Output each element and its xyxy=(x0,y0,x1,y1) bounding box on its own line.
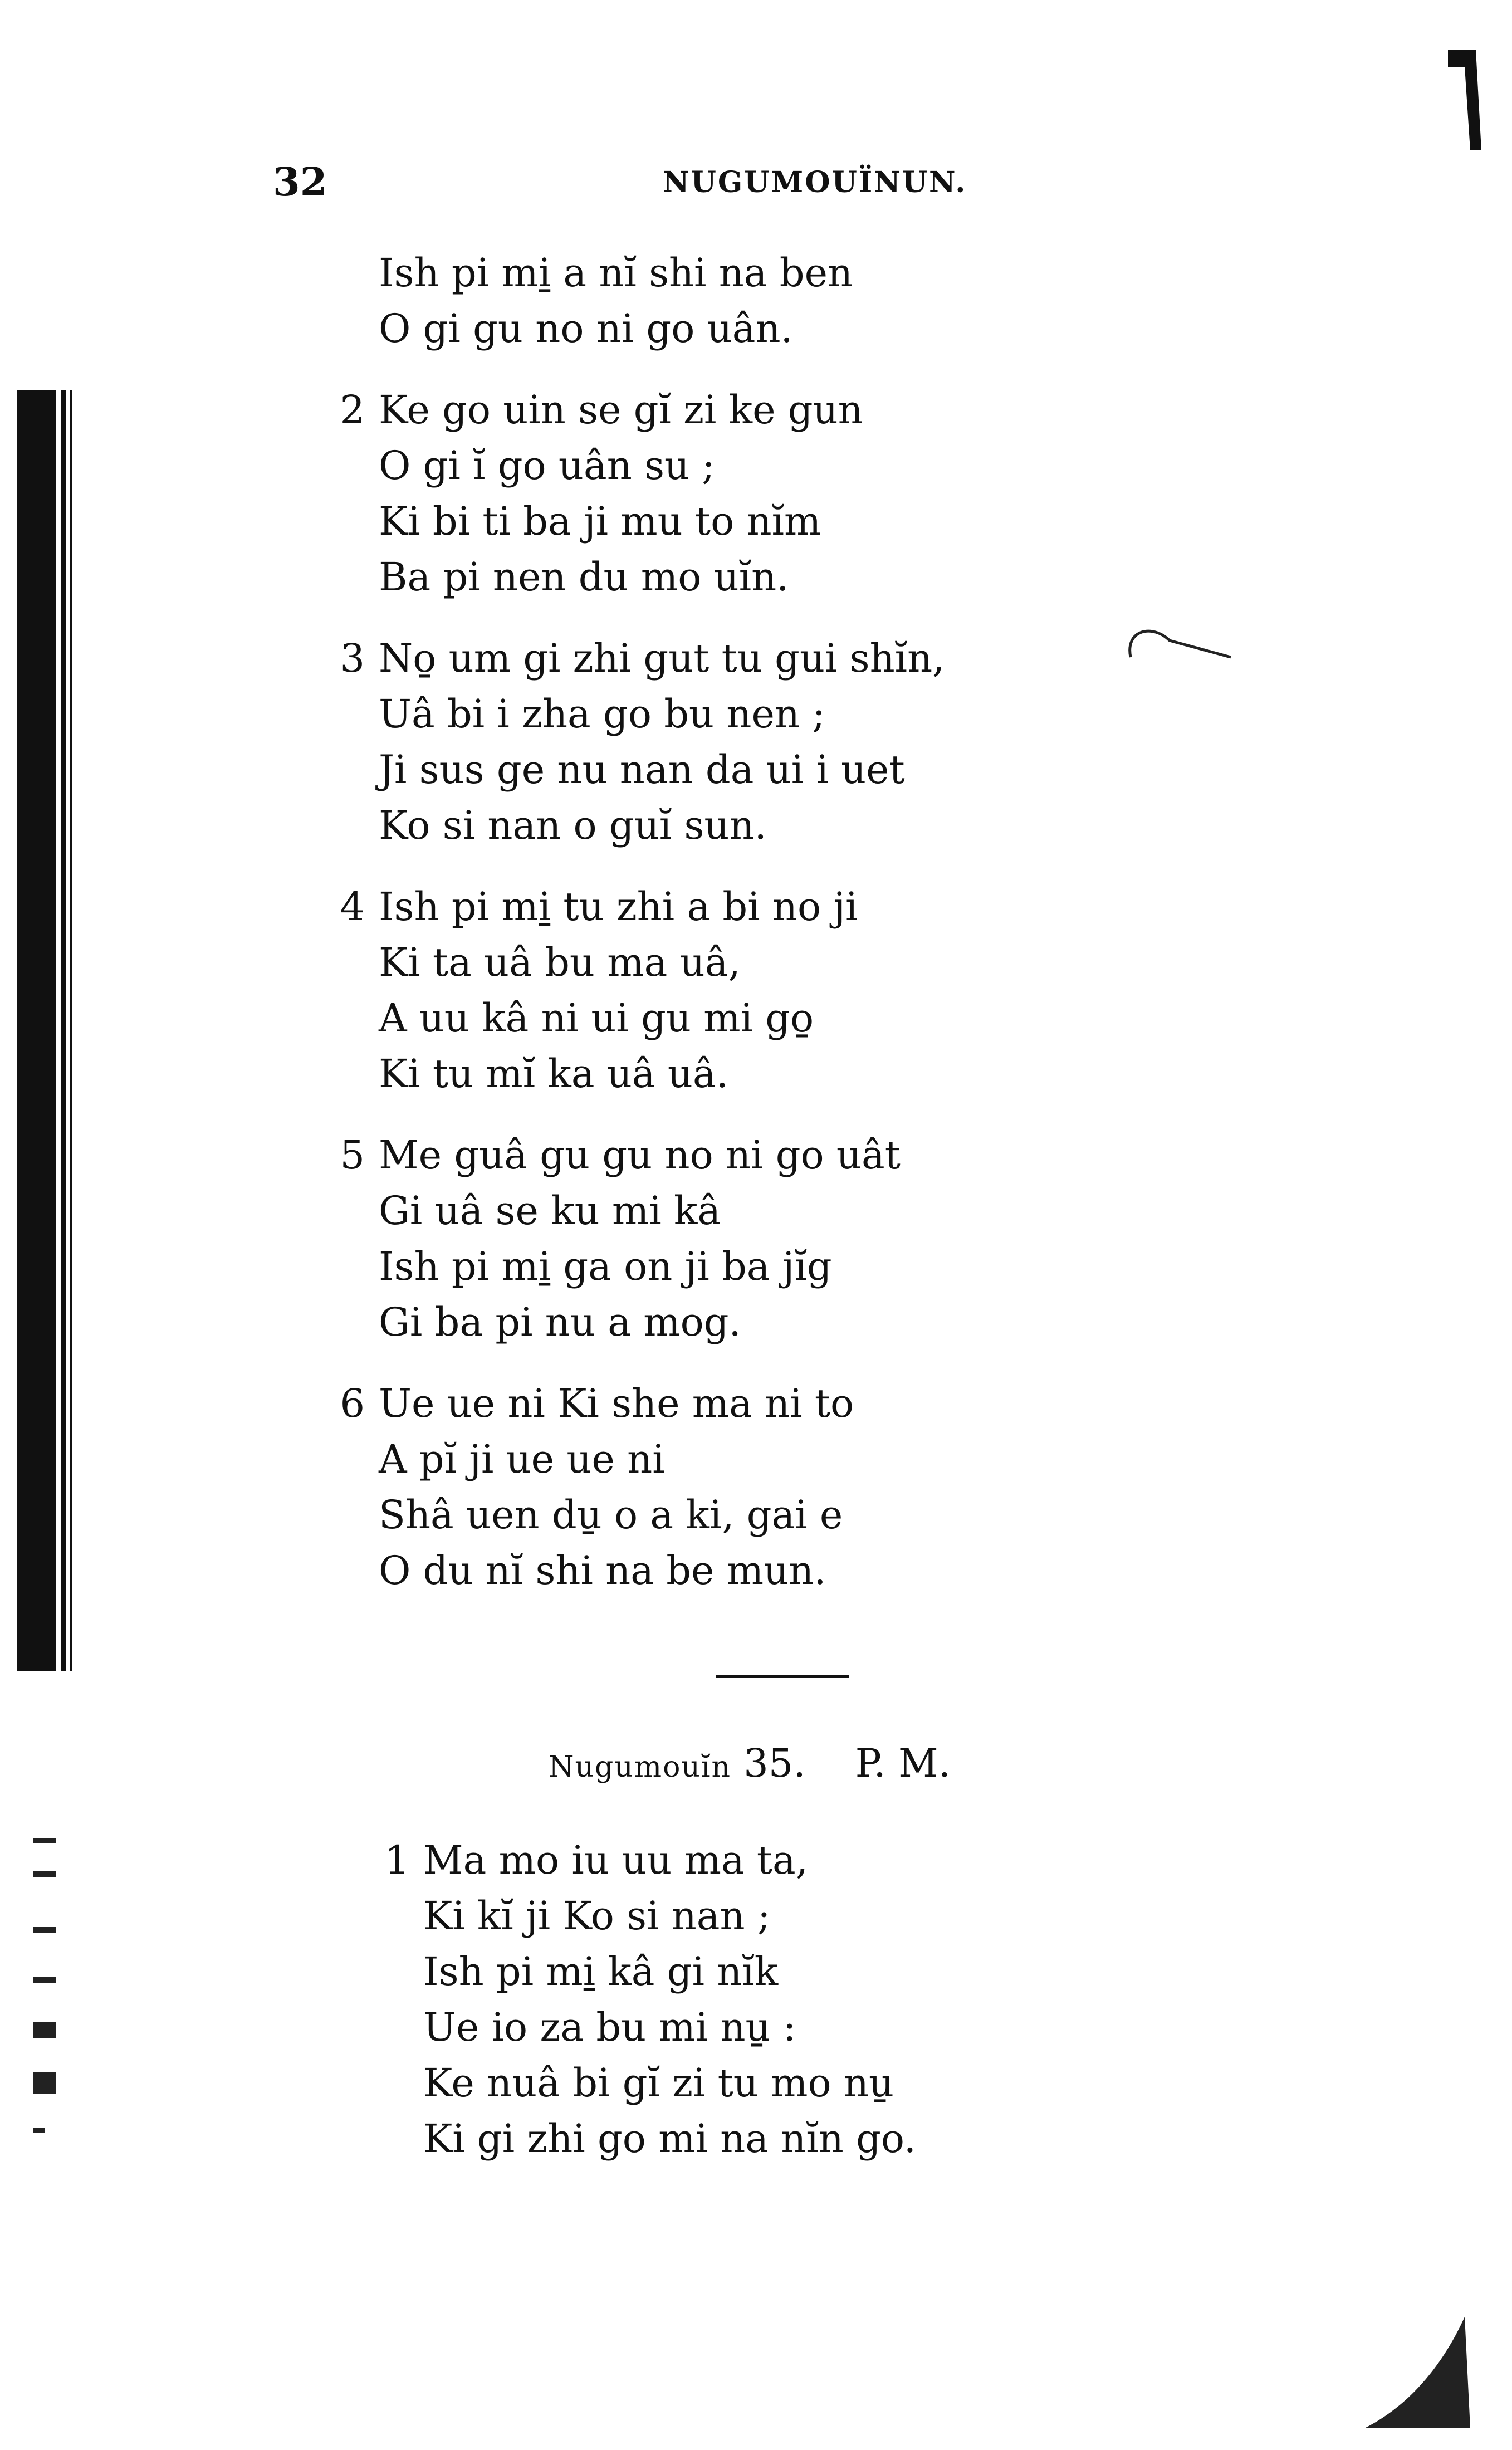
stanza-number: 5 xyxy=(340,1132,365,1178)
verse-line: Ki kĭ ji Ko si nan ; xyxy=(423,1893,771,1939)
stanza-6 xyxy=(340,1376,1214,1598)
scan-corner-mark-top xyxy=(1442,45,1493,156)
verse-line: Ba pi nen du mo uĭn. xyxy=(379,554,789,600)
verse-line: Ish pi mi̱ a nĭ shi na ben xyxy=(379,250,853,296)
running-head xyxy=(0,159,1512,209)
verse-line: O du nĭ shi na be mun. xyxy=(379,1548,826,1593)
stanza-number: 3 xyxy=(340,635,365,681)
stanza-1 xyxy=(384,1832,1259,2167)
stanza-number: 4 xyxy=(340,884,365,930)
section-divider xyxy=(716,1675,849,1678)
verse-line: Uâ bi i zha go bu nen ; xyxy=(379,691,825,737)
stanza-3 xyxy=(340,630,1214,853)
hymn-heading xyxy=(549,1740,951,1786)
verse-line: Gi uâ se ku mi kâ xyxy=(379,1188,721,1234)
verse-line: Ki bi ti ba ji mu to nĭm xyxy=(379,498,821,544)
verse-line: Ish pi mi̱ kâ gi nĭk xyxy=(423,1949,779,1994)
stanza-4 xyxy=(340,879,1214,1102)
verse-line: 1 Ma mo iu uu ma ta, xyxy=(423,1832,1259,1888)
verse-line: Ish pi mi̱ ga on ji ba jĭg xyxy=(379,1244,832,1289)
verse-line: O gi ĭ go uân su ; xyxy=(379,443,715,488)
verse-line: A pĭ ji ue ue ni xyxy=(379,1436,665,1482)
stanza-number: 6 xyxy=(340,1381,365,1426)
scan-edge-shadow xyxy=(0,390,84,1671)
opening-stanza xyxy=(379,245,1214,356)
verse-line: 4 Ish pi mi̱ tu zhi a bi no ji xyxy=(379,879,1214,935)
hymn-title: Nugumouĭn xyxy=(549,1750,731,1784)
verse-line: Ki gi zhi go mi na nĭn go. xyxy=(423,2116,917,2162)
stanza-number: 1 xyxy=(384,1837,409,1883)
verse-line: A uu kâ ni ui gu mi go̱ xyxy=(379,995,814,1041)
verse-line: Ji sus ge nu nan da ui i uet xyxy=(379,747,905,793)
verse-line: Ue io za bu mi nu̱ : xyxy=(423,2004,796,2050)
verse-line: 2 Ke go uin se gĭ zi ke gun xyxy=(379,382,1214,438)
verse-line: Ki tu mĭ ka uâ uâ. xyxy=(379,1051,728,1097)
verse-line: Ko si nan o guĭ sun. xyxy=(379,803,767,848)
stanza-5 xyxy=(340,1127,1214,1350)
verse-line: Shâ uen du̱ o a ki, gai e xyxy=(379,1492,843,1538)
stanza-number: 2 xyxy=(340,387,365,433)
scan-edge-specks xyxy=(33,1838,67,2200)
hymn-35 xyxy=(384,1832,1259,2192)
verse-line: Ke nuâ bi gĭ zi tu mo nu̱ xyxy=(423,2060,894,2106)
hymn-number: 35. xyxy=(743,1740,806,1786)
verse-line: 3 No̱ um gi zhi gut tu gui shĭn, xyxy=(379,630,1214,686)
verse-line: Gi ba pi nu a mog. xyxy=(379,1299,741,1345)
verse-line: 6 Ue ue ni Ki she ma ni to xyxy=(379,1376,1214,1431)
verse-line: Ki ta uâ bu ma uâ, xyxy=(379,940,741,985)
hymn-continued xyxy=(340,245,1214,1624)
stanza-2 xyxy=(340,382,1214,605)
verse-line: 5 Me guâ gu gu no ni go uât xyxy=(379,1127,1214,1183)
running-title: NUGUMOUÏNUN. xyxy=(663,165,967,199)
verse-line: O gi gu no ni go uân. xyxy=(379,306,793,351)
scan-corner-mark-bottom xyxy=(1353,2311,1476,2434)
hymn-meter: P. M. xyxy=(855,1740,951,1786)
page-number: 32 xyxy=(273,159,327,205)
